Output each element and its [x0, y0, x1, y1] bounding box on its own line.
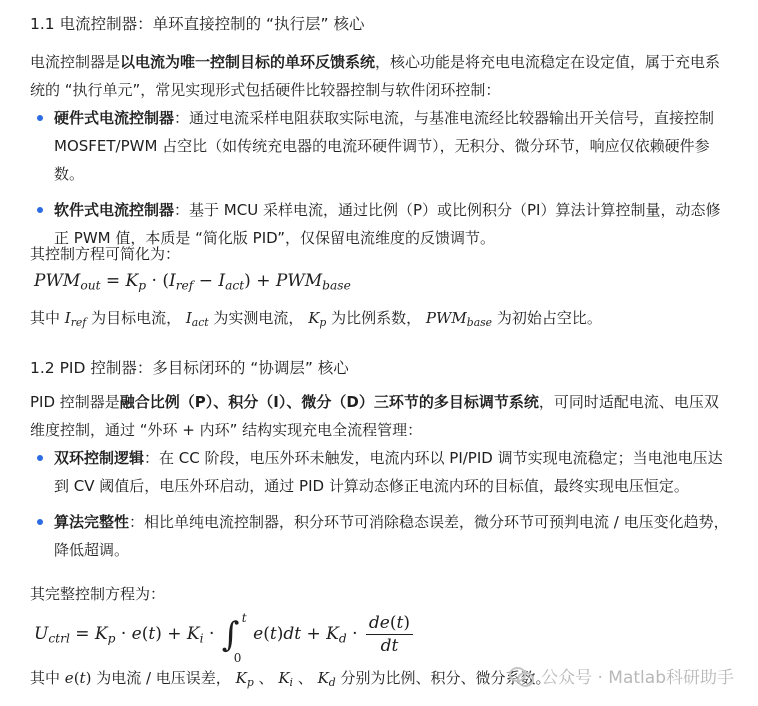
list-item: 硬件式电流控制器：通过电流采样电阻获取实际电流，与基准电流经比较器输出开关信号，直接控制 MOSFET/PWM 占空比（如传统充电器的电流环硬件调节），无积分、微分环节，响应仅依赖硬件参数。 — [30, 104, 730, 188]
section2-bullet-list — [30, 444, 730, 572]
section1-heading: 1.1 电流控制器：单环直接控制的 “执行层” 核心 — [30, 15, 365, 33]
section1-intro-bold: 以电流为唯一控制目标的单环反馈系统 — [120, 53, 376, 71]
integral-sign-icon: ∫ t 0 — [221, 610, 247, 665]
bullet-dot-icon — [37, 519, 43, 525]
wechat-logo-icon — [509, 665, 535, 687]
section1-where-text: 其中 $I_{ref}$ 为目标电流， $I_{act}$ 为实测电流， $K_p$ 为比例系数， $PWM_{base}$ 为初始占空比。 — [30, 309, 602, 330]
list-item: 软件式电流控制器：基于 MCU 采样电流，通过比例（P）或比例积分（PI）算法计算控制量，动态修正 PWM 值，本质是 “简化版 PID”，仅保留电流维度的反馈调节。 — [30, 196, 730, 252]
section1-intro: 电流控制器是以电流为唯一控制目标的单环反馈系统，核心功能是将充电电流稳定在设定值，属于充电系统的 “执行单元”，常见实现形式包括硬件比较器控制与软件闭环控制： — [30, 53, 721, 99]
watermark-text: 公众号 · Matlab科研助手 — [541, 668, 734, 688]
bullet-dot-icon — [37, 455, 43, 461]
section2-heading: 1.2 PID 控制器：多目标闭环的 “协调层” 核心 — [30, 359, 349, 377]
section2-where-text: 其中 e(t) 为电流 / 电压误差， $K_p$ 、 $K_i$ 、 $K_d$ 分别为比例、积分、微分系数。 — [30, 669, 551, 690]
pid-control-equation: $U_{ctrl} = K_p \cdot e(t) + K_i$ · ∫ t 0 $e(t)dt + K_d$ · $\frac{de(t)}{dt}$ — [34, 612, 416, 657]
bullet-dot-icon — [37, 115, 43, 121]
section2-equation-lead: 其完整控制方程为： — [30, 585, 166, 603]
bullet-dot-icon — [37, 207, 43, 213]
section1-equation-lead: 其控制方程可简化为： — [30, 245, 181, 263]
watermark — [509, 663, 734, 688]
pwm-control-equation: $PWM_{out} = K_p \cdot (I_{ref} - I_{act}) + PWM_{base}$ — [34, 271, 351, 293]
section1-bullet-list — [30, 104, 730, 260]
section2-intro-bold: 融合比例（P）、积分（I）、微分（D）三环节的多目标调节系统 — [119, 393, 539, 411]
list-item: 双环控制逻辑：在 CC 阶段，电压外环未触发，电流内环以 PI/PID 调节实现电流稳定；当电池电压达到 CV 阈值后，电压外环启动，通过 PID 计算动态修正电流内环的目标值，最终实现电压恒定。 — [30, 444, 730, 500]
derivative-fraction: $\frac{de(t)}{dt}$ — [366, 612, 413, 657]
list-item: 算法完整性：相比单纯电流控制器，积分环节可消除稳态误差，微分环节可预判电流 / 电压变化趋势，降低超调。 — [30, 508, 730, 564]
section2-intro: PID 控制器是融合比例（P）、积分（I）、微分（D）三环节的多目标调节系统，可同时适配电流、电压双维度控制，通过 “外环 + 内环” 结构实现充电全流程管理： — [30, 393, 719, 439]
